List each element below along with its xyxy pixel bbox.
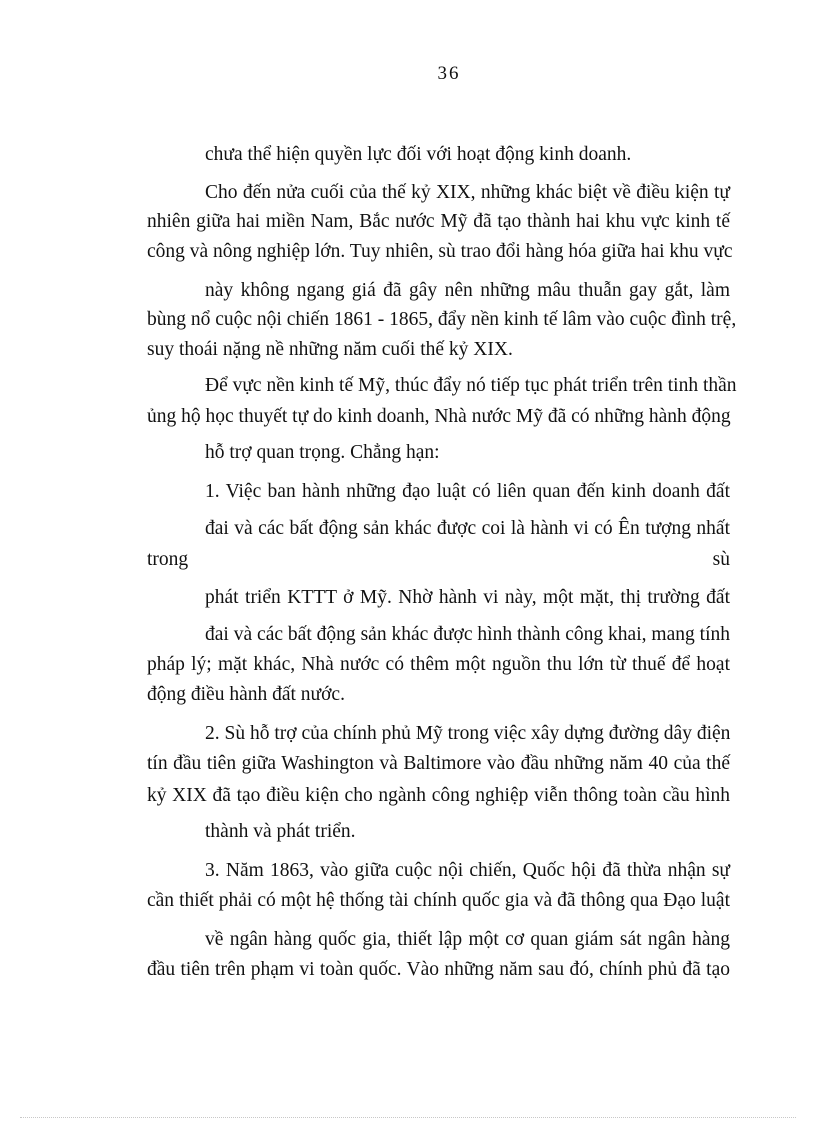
text-line: cần thiết phải có một hệ thống tài chính quốc gia và đã thông qua Đạo luật <box>147 890 730 911</box>
text-line: pháp lý; mặt khác, Nhà nước có thêm một nguồn thu lớn từ thuế để hoạt <box>147 654 730 675</box>
text-line: phát triển KTTT ở Mỹ. Nhờ hành vi này, một mặt, thị trường đất <box>205 587 730 608</box>
text-line: trong <box>147 549 189 570</box>
text-line: công và nông nghiệp lớn. Tuy nhiên, sù trao đổi hàng hóa giữa hai khu vực <box>147 241 733 262</box>
page-number: 36 <box>437 63 461 84</box>
text-line: chưa thể hiện quyền lực đối với hoạt động kinh doanh. <box>205 144 632 165</box>
text-line: sù <box>712 549 730 570</box>
text-line: đầu tiên trên phạm vi toàn quốc. Vào những năm sau đó, chính phủ đã tạo <box>147 959 730 980</box>
text-line: bùng nổ cuộc nội chiến 1861 - 1865, đẩy nền kinh tế lâm vào cuộc đình trệ, <box>147 309 737 330</box>
text-line: kỷ XIX đã tạo điều kiện cho ngành công nghiệp viễn thông toàn cầu hình <box>147 785 730 806</box>
text-line: 3. Năm 1863, vào giữa cuộc nội chiến, Quốc hội đã thừa nhận sự <box>205 860 730 881</box>
text-line: Cho đến nửa cuối của thế kỷ XIX, những khác biệt về điều kiện tự <box>205 182 730 203</box>
text-line: hỗ trợ quan trọng. Chẳng hạn: <box>205 442 440 463</box>
page-bottom-rule <box>20 1117 796 1118</box>
text-line: 1. Việc ban hành những đạo luật có liên quan đến kinh doanh đất <box>205 481 730 502</box>
text-line: đai và các bất động sản khác được hình thành công khai, mang tính <box>205 624 730 645</box>
text-line: 2. Sù hỗ trợ của chính phủ Mỹ trong việc xây dựng đường dây điện <box>205 723 731 744</box>
text-line: suy thoái nặng nề những năm cuối thế kỷ XIX. <box>147 339 513 360</box>
text-line: nhiên giữa hai miền Nam, Bắc nước Mỹ đã tạo thành hai khu vực kinh tế <box>147 211 730 232</box>
text-line: về ngân hàng quốc gia, thiết lập một cơ quan giám sát ngân hàng <box>205 929 730 950</box>
text-line: ủng hộ học thuyết tự do kinh doanh, Nhà nước Mỹ đã có những hành động <box>147 406 731 427</box>
text-line: này không ngang giá đã gây nên những mâu thuẫn gay gắt, làm <box>205 280 730 301</box>
text-line: tín đầu tiên giữa Washington và Baltimore vào đầu những năm 40 của thế <box>147 753 730 774</box>
text-line: động điều hành đất nước. <box>147 684 345 705</box>
text-line: Để vực nền kinh tế Mỹ, thúc đẩy nó tiếp tục phát triển trên tinh thần <box>205 375 737 396</box>
text-line: thành và phát triển. <box>205 821 356 842</box>
text-line: đai và các bất động sản khác được coi là hành vi có Ên tượng nhất <box>205 518 730 539</box>
